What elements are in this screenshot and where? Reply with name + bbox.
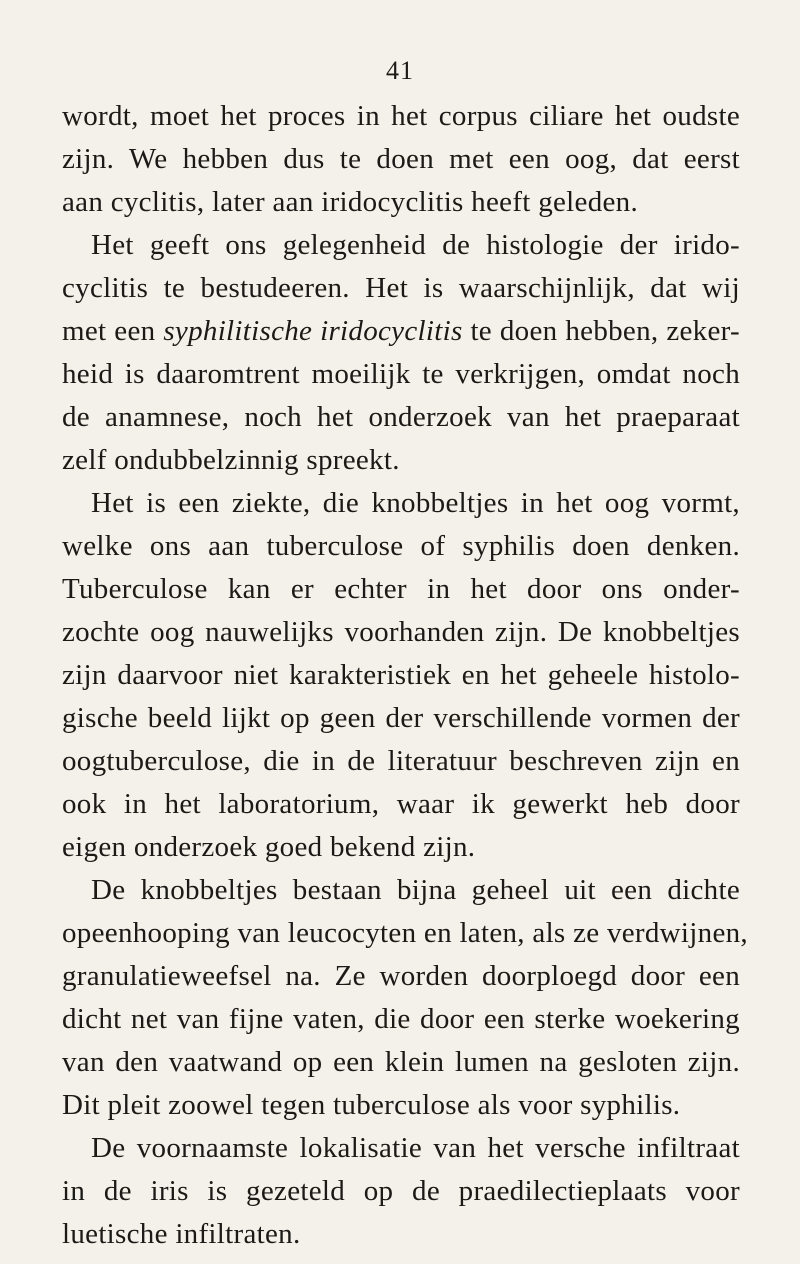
text-line-25: De voornaamste lokalisatie van het versche infiltraat bbox=[91, 1132, 740, 1164]
text-line-27: luetische infiltraten. bbox=[62, 1218, 301, 1250]
text-line-19: De knobbeltjes bestaan bijna geheel uit een dichte bbox=[91, 874, 740, 906]
text-line-2: zijn. We hebben dus te doen met een oog, dat eerst bbox=[62, 143, 740, 175]
emphasized-term: syphilitische iridocyclitis bbox=[163, 315, 463, 347]
page-number: 41 bbox=[386, 56, 414, 85]
text-line-17: ook in het laboratorium, waar ik gewerkt heb door bbox=[62, 788, 740, 820]
text-line-8: de anamnese, noch het onderzoek van het praeparaat bbox=[62, 401, 740, 433]
text-line-24: Dit pleit zoowel tegen tuberculose als voor syphilis. bbox=[62, 1089, 681, 1121]
text-line-14: zijn daarvoor niet karakteristiek en het geheele histolo- bbox=[62, 659, 740, 691]
text-line-6-after: te doen hebben, zeker- bbox=[470, 315, 740, 347]
text-line-26: in de iris is gezeteld op de praedilectieplaats voor bbox=[62, 1175, 740, 1207]
text-line-20: opeenhooping van leucocyten en laten, als ze verdwijnen, bbox=[62, 917, 748, 949]
text-line-11: welke ons aan tuberculose of syphilis doen denken. bbox=[62, 530, 740, 562]
text-line-21: granulatieweefsel na. Ze worden doorploegd door een bbox=[62, 960, 740, 992]
text-line-12: Tuberculose kan er echter in het door ons onder- bbox=[62, 573, 740, 605]
text-line-23: van den vaatwand op een klein lumen na gesloten zijn. bbox=[62, 1046, 740, 1078]
text-line-15: gische beeld lijkt op geen der verschillende vormen der bbox=[62, 702, 740, 734]
text-line-22: dicht net van fijne vaten, die door een sterke woekering bbox=[62, 1003, 740, 1035]
text-line-16: oogtuberculose, die in de literatuur beschreven zijn en bbox=[62, 745, 740, 777]
text-line-4: Het geeft ons gelegenheid de histologie der irido- bbox=[91, 229, 740, 261]
text-line-5: cyclitis te bestudeeren. Het is waarschijnlijk, dat wij bbox=[62, 272, 740, 304]
text-line-7: heid is daaromtrent moeilijk te verkrijgen, omdat noch bbox=[62, 358, 740, 390]
text-line-6-before: met een bbox=[62, 315, 156, 347]
text-line-6 bbox=[62, 313, 740, 349]
text-line-1: wordt, moet het proces in het corpus ciliare het oudste bbox=[62, 100, 740, 132]
text-line-3: aan cyclitis, later aan iridocyclitis heeft geleden. bbox=[62, 186, 639, 218]
text-line-13: zochte oog nauwelijks voorhanden zijn. De knobbeltjes bbox=[62, 616, 740, 648]
text-line-18: eigen onderzoek goed bekend zijn. bbox=[62, 831, 476, 863]
text-line-9: zelf ondubbelzinnig spreekt. bbox=[62, 444, 400, 476]
text-line-10: Het is een ziekte, die knobbeltjes in het oog vormt, bbox=[91, 487, 740, 519]
